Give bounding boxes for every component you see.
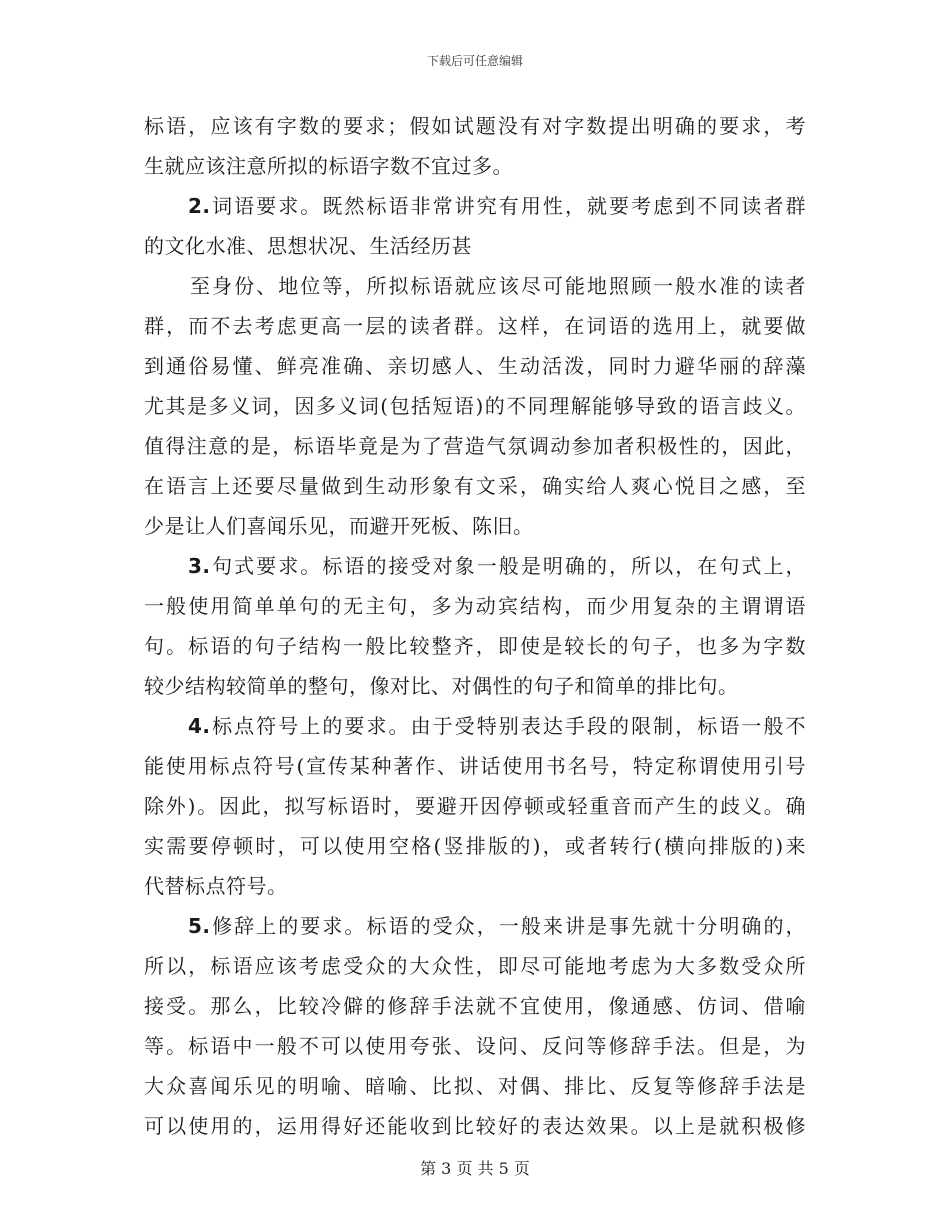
text-line: 尤其是多义词，因多义词(包括短语)的不同理解能够导致的语言歧义。 — [144, 394, 806, 418]
page-header: 下载后可任意编辑 — [426, 54, 523, 68]
text-line: 在语言上还要尽量做到生动形象有文采，确实给人爽心悦目之感，至 — [144, 474, 806, 498]
text-line: 生就应该注意所拟的标语字数不宜过多。 — [144, 154, 513, 178]
section-heading-3: 3.句式要求。标语的接受对象一般是明确的，所以，在句式上， — [188, 554, 806, 578]
text-line: 代替标点符号。 — [144, 874, 288, 898]
text-line: 少是让人们喜闻乐见，而避开死板、陈旧。 — [144, 514, 534, 538]
section-heading-5: 5.修辞上的要求。标语的受众，一般来讲是事先就十分明确的， — [188, 914, 806, 938]
text-line: 群，而不去考虑更高一层的读者群。这样，在词语的选用上，就要做 — [144, 314, 806, 338]
text-line: 能使用标点符号(宣传某种著作、讲话使用书名号，特定称谓使用引号 — [144, 754, 806, 778]
section-number: 5. — [188, 914, 211, 938]
text-line: 值得注意的是，标语毕竟是为了营造气氛调动参加者积极性的，因此， — [144, 434, 806, 458]
text-line: 可以使用的，运用得好还能收到比较好的表达效果。以上是就积极修 — [144, 1114, 806, 1138]
text-line: 句。标语的句子结构一般比较整齐，即使是较长的句子，也多为字数 — [144, 634, 806, 658]
text-line: 标语，应该有字数的要求；假如试题没有对字数提出明确的要求，考 — [144, 114, 806, 138]
text-line: 较少结构较简单的整句，像对比、对偶性的句子和简单的排比句。 — [144, 674, 739, 698]
text-line: 大众喜闻乐见的明喻、暗喻、比拟、对偶、排比、反复等修辞手法是 — [144, 1074, 806, 1098]
text-line: 接受。那么，比较冷僻的修辞手法就不宜使用，像通感、仿词、借喻 — [144, 994, 806, 1018]
section-heading-4: 4.标点符号上的要求。由于受特别表达手段的限制，标语一般不 — [188, 714, 806, 738]
section-number: 4. — [188, 714, 211, 738]
section-number: 3. — [188, 554, 211, 578]
body-text — [144, 106, 806, 1146]
text-line: 实需要停顿时，可以使用空格(竖排版的)，或者转行(横向排版的)来 — [144, 834, 806, 858]
text-line: 等。标语中一般不可以使用夸张、设问、反问等修辞手法。但是，为 — [144, 1034, 806, 1058]
text-line: 至身份、地位等，所拟标语就应该尽可能地照顾一般水准的读者 — [190, 274, 806, 298]
text-line: 除外)。因此，拟写标语时，要避开因停顿或轻重音而产生的歧义。确 — [144, 794, 806, 818]
section-heading-2: 2.词语要求。既然标语非常讲究有用性，就要考虑到不同读者群 — [188, 194, 806, 218]
page-number: 第 3 页 共 5 页 — [420, 1159, 530, 1178]
text-line: 一般使用简单单句的无主句，多为动宾结构，而少用复杂的主谓谓语 — [144, 594, 806, 618]
text-line: 的文化水准、思想状况、生活经历甚 — [144, 234, 472, 258]
text-line: 到通俗易懂、鲜亮准确、亲切感人、生动活泼，同时力避华丽的辞藻 — [144, 354, 806, 378]
text-line: 所以，标语应该考虑受众的大众性，即尽可能地考虑为大多数受众所 — [144, 954, 806, 978]
section-number: 2. — [188, 194, 211, 218]
